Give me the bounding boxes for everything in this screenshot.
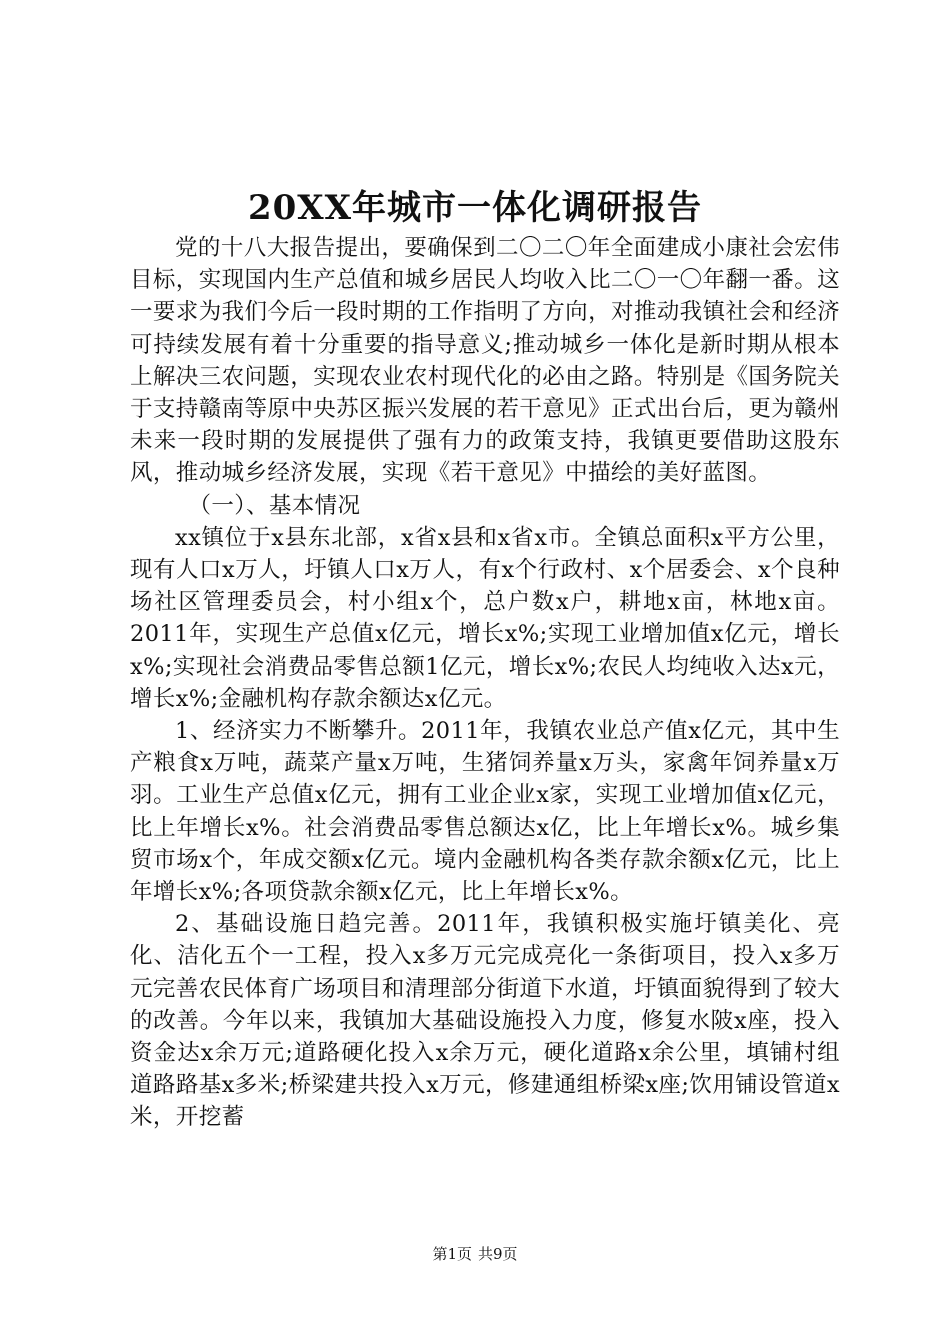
paragraph-economic-strength: 1、经济实力不断攀升。2011年，我镇农业总产值x亿元，其中生产粮食x万吨，蔬菜产量x万吨，生猪饲养量x万头，家禽年饲养量x万羽。工业生产总值x亿元，拥有工业企业x家，实现工业增加值x亿元，比上年增长x%。社会消费品零售总额达x亿，比上年增长x%。城乡集贸市场x个，年成交额x亿元。境内金融机构各类存款余额x亿元，比上年增长x%;各项贷款余额x亿元，比上年增长x%。	[130, 718, 840, 906]
document-title: 20XX年城市一体化调研报告	[247, 188, 703, 228]
paragraph-basic-situation: xx镇位于x县东北部，x省x县和x省x市。全镇总面积x平方公里，现有人口x万人，圩镇人口x万人，有x个行政村、x个居委会、x个良种场社区管理委员会，村小组x个，总户数x户，耕地x亩，林地x亩。2011年，实现生产总值x亿元，增长x%;实现工业增加值x亿元，增长x%;实现社会消费品零售总额1亿元，增长x%;农民人均纯收入达x元，增长x%;金融机构存款余额达x亿元。	[130, 524, 840, 712]
paragraph-infrastructure: 2、基础设施日趋完善。2011年，我镇积极实施圩镇美化、亮化、洁化五个一工程，投入x多万元完成亮化一条街项目，投入x多万元完善农民体育广场项目和清理部分街道下水道，圩镇面貌得到了较大的改善。今年以来，我镇加大基础设施投入力度，修复水陂x座，投入资金达x余万元;道路硬化投入x余万元，硬化道路x余公里，填铺村组道路路基x多米;桥梁建共投入x万元，修建通组桥梁x座;饮用铺设管道x米，开挖蓄	[130, 911, 840, 1131]
document-body	[130, 232, 840, 1134]
page-number: 第1页	[432, 1245, 472, 1263]
section-heading-basic-situation: （一）、基本情况	[188, 492, 361, 519]
page-footer	[0, 1244, 950, 1264]
paragraph-intro: 党的十八大报告提出，要确保到二〇二〇年全面建成小康社会宏伟目标，实现国内生产总值和城乡居民人均收入比二〇一〇年翻一番。这一要求为我们今后一段时期的工作指明了方向，对推动我镇社会和经济可持续发展有着十分重要的指导意义;推动城乡一体化是新时期从根本上解决三农问题，实现农业农村现代化的必由之路。特别是《国务院关于支持赣南等原中央苏区振兴发展的若干意见》正式出台后，更为赣州未来一段时期的发展提供了强有力的政策支持，我镇更要借助这股东风，推动城乡经济发展，实现《若干意见》中描绘的美好蓝图。	[130, 235, 840, 487]
page-total: 共9页	[478, 1245, 518, 1263]
